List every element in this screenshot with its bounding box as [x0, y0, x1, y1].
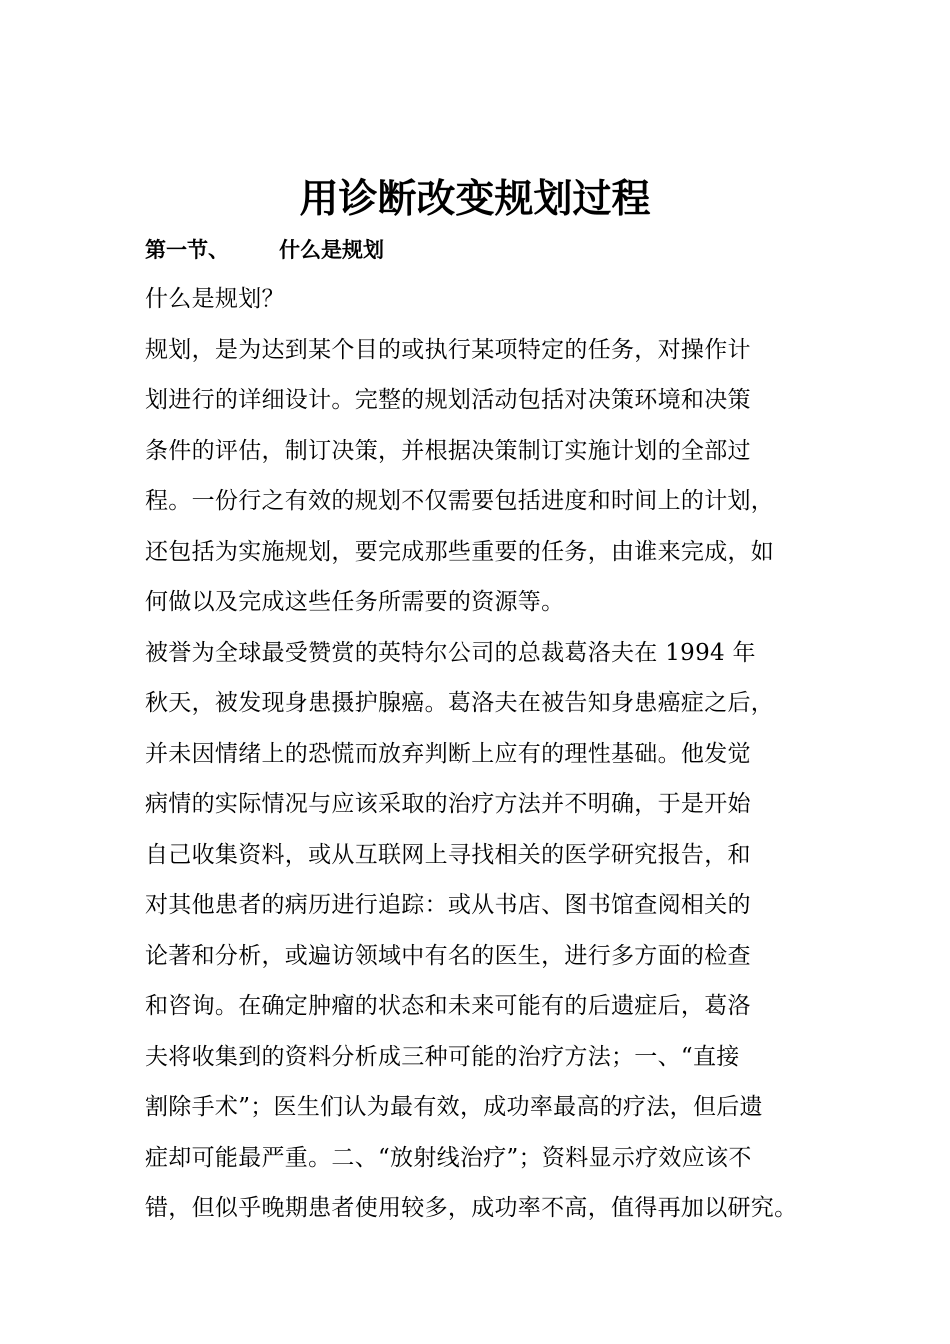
text-line: 病情的实际情况与应该采取的治疗方法并不明确，于是开始 — [145, 791, 751, 817]
text-line: 划进行的详细设计。完整的规划活动包括对决策环境和决策 — [145, 387, 751, 413]
text-line: 自己收集资料，或从互联网上寻找相关的医学研究报告，和 — [145, 841, 751, 868]
paragraph-example — [145, 628, 825, 1234]
text-line: 割除手术”；医生们认为最有效，成功率最高的疗法，但后遗 — [145, 1094, 763, 1120]
text-line: 症却可能最严重。二、“放射线治疗”；资料显示疗效应该不 — [145, 1144, 752, 1171]
text-line: 被誉为全球最受赞赏的英特尔公司的总裁葛洛夫在 1994 年 — [145, 639, 756, 666]
text-line: 程。一份行之有效的规划不仅需要包括进度和时间上的计划， — [145, 488, 775, 514]
document-title: 用诊断改变规划过程 — [299, 177, 651, 222]
document-body — [145, 274, 825, 1234]
text-line: 规划，是为达到某个目的或执行某项特定的任务，对操作计 — [145, 336, 751, 363]
text-line: 论著和分析，或遍访领域中有名的医生，进行多方面的检查 — [145, 942, 751, 969]
paragraph-definition — [145, 325, 825, 628]
text-line: 秋天，被发现身患摄护腺癌。葛洛夫在被告知身患癌症之后， — [145, 690, 775, 716]
section-heading — [145, 230, 384, 270]
text-line: 条件的评估，制订决策，并根据决策制订实施计划的全部过 — [145, 437, 751, 464]
section-number: 第一节、 — [145, 238, 229, 262]
section-heading-text: 什么是规划 — [279, 238, 384, 262]
text-line: 什么是规划？ — [145, 286, 285, 312]
text-line: 并未因情绪上的恐慌而放弃判断上应有的理性基础。他发觉 — [145, 740, 751, 767]
text-line: 夫将收集到的资料分析成三种可能的治疗方法；一、“直接 — [145, 1043, 740, 1070]
text-line: 对其他患者的病历进行追踪：或从书店、图书馆查阅相关的 — [145, 892, 751, 918]
paragraph-question — [145, 274, 825, 325]
text-line: 和咨询。在确定肿瘤的状态和未来可能有的后遗症后，葛洛 — [145, 993, 751, 1019]
text-line: 何做以及完成这些任务所需要的资源等。 — [145, 589, 565, 615]
text-line: 错，但似乎晚期患者使用较多，成功率不高，值得再加以研究。 — [145, 1195, 798, 1221]
text-line: 还包括为实施规划，要完成那些重要的任务，由谁来完成，如 — [145, 538, 775, 565]
